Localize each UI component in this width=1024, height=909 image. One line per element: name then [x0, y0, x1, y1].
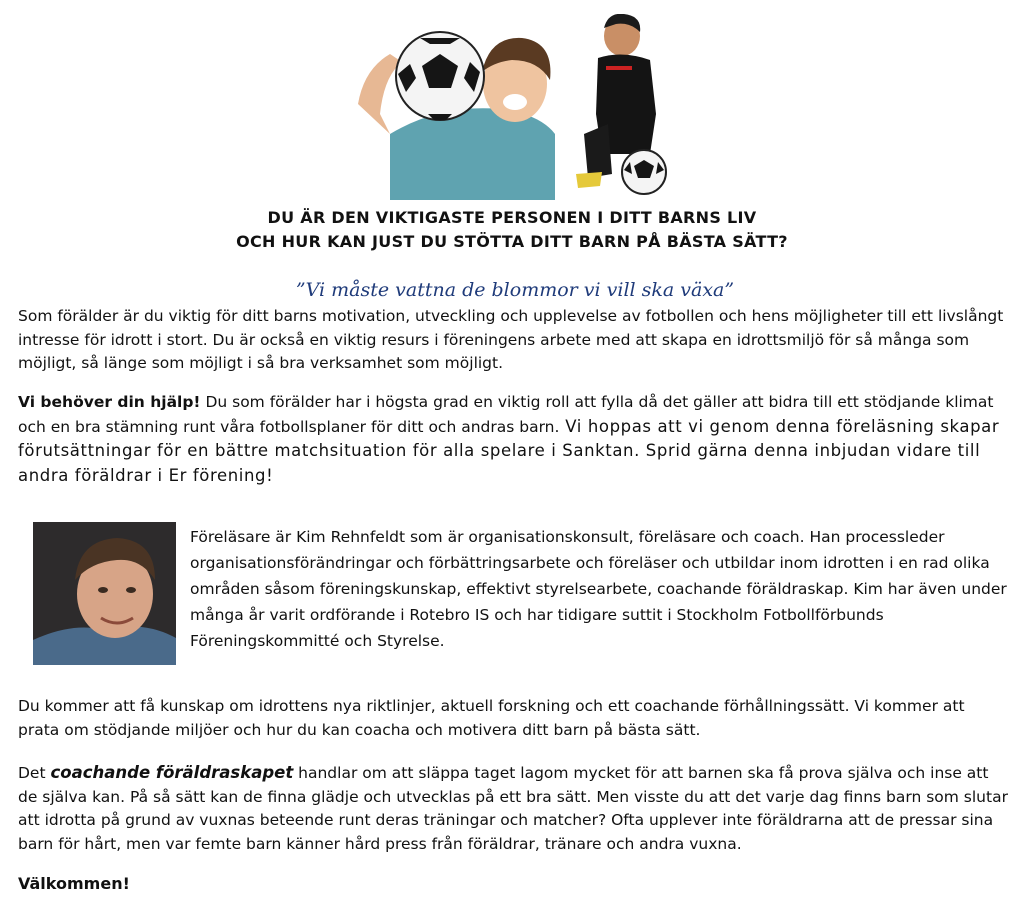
welcome-text: Välkommen! — [18, 874, 130, 893]
speaker-bio: Föreläsare är Kim Rehnfeldt som är organisationskonsult, föreläsare och coach. Han processleder organisationsförändringar och förbättringsarbete och föreläser och utbildar inom idrotten i en rad olika områden såsom föreningskunskap, effektivt styrelsearbete, coachande föräldraskap. Kim har även under många år varit ordförande i Rotebro IS och har tidigare suttit i Stockholm Fotbollförbunds Föreningskommitté och Styrelse. — [190, 528, 1007, 650]
help-paragraph — [18, 391, 1010, 488]
kid-with-ball-figure — [358, 32, 555, 200]
help-text-2: Vi hoppas att vi genom denna föreläsning skapar förutsättningar för en bättre matchsituation för alla spelare i Sanktan. Sprid gärna denna inbjudan vidare till andra föräldrar i Er förening! — [18, 416, 1000, 485]
coaching-term: coachande föräldraskapet — [50, 763, 294, 782]
hero-image — [350, 14, 680, 200]
kid-kneeling-figure — [576, 14, 666, 194]
knowledge-paragraph: Du kommer att få kunskap om idrottens nya riktlinjer, aktuell forskning och ett coachande förhållningssätt. Vi kommer att prata om stödjande miljöer och hur du kan coacha och motivera ditt barn på bästa sätt. — [18, 697, 965, 739]
headline-line-1: DU ÄR DEN VIKTIGASTE PERSONEN I DITT BARNS LIV — [267, 208, 757, 227]
coaching-paragraph — [18, 761, 1010, 856]
speaker-portrait-icon — [33, 522, 176, 665]
help-lead: Vi behöver din hjälp! — [18, 393, 201, 411]
headline-line-2: OCH HUR KAN JUST DU STÖTTA DITT BARN PÅ BÄSTA SÄTT? — [236, 232, 788, 251]
coaching-pre: Det — [18, 764, 51, 782]
quote: ”Vi måste vattna de blommor vi vill ska växa” — [295, 279, 735, 301]
speaker-photo — [33, 522, 176, 665]
intro-paragraph: Som förälder är du viktig för ditt barns motivation, utveckling och upplevelse av fotbollen och hens möjligheter till ett livslångt intresse för idrott i stort. Du är också en viktig resurs i föreningens arbete med att skapa en idrottsmiljö för så många som möjligt, så länge som möjligt i så bra verksamhet som möjligt. — [18, 307, 1004, 372]
help-text: Du som förälder har i högsta grad en viktig roll att fylla då det gäller att bidra till ett stödjande klimat och en bra stämning runt våra fotbollsplaner för ditt och andras barn. — [18, 393, 994, 436]
coaching-text: handlar om att släppa taget lagom mycket för att barnen ska få prova själva och inse att de själva kan. På så sätt kan de finna glädje och utvecklas på ett bra sätt. Men visste du att det varje dag finns barn som slutar att idrotta på grund av vuxnas beteende runt deras träningar och matcher? Ofta upplever inte föräldrarna att de pressar sina barn för hårt, men var femte barn känner hård press från föräldrar, tränare och andra vuxna. — [18, 764, 1008, 853]
